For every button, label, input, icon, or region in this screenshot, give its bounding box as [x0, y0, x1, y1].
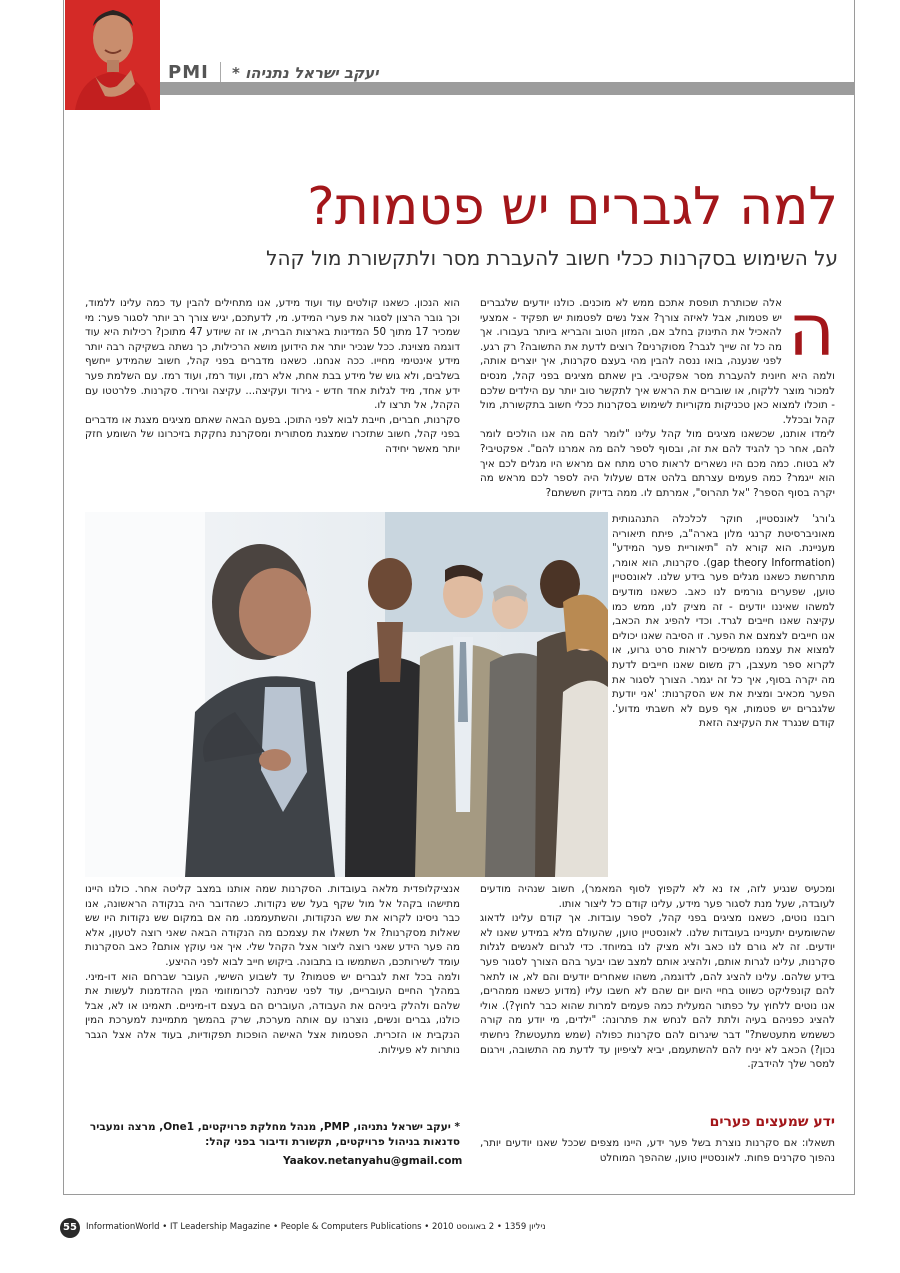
page-number: 55 [60, 1218, 80, 1238]
column-left-top [85, 296, 460, 496]
column-right-narrow [612, 512, 835, 882]
paragraph: לימדו אותנו, שכשאנו מציגים מול קהל עלינו "לומר להם מה אנו הולכים לומר להם, אחר כך להגיד להם את זה, ובסוף לספר להם מה אמרנו להם". אפקטיבי? לא בטוח. כמה מכם היו נשארים לראות סרט מתח אם מראש היו מגלים לכם איך הוא ייגמר? כמה פעמים עצרתם בלהט אדם שעלול היה לספר לכם מראש מה יקרה בסוף הספר? "אל תהרוס", אמרתם לו. ממה בדיוק חששתם? [480, 428, 835, 499]
paragraph: סקרנות, חברים, חייבת לבוא לפני התוכן. בפעם הבאה שאתם מציגים מצגת או מדברים בפני קהל, חשוב שתזכרו שמצגת מסתורית ומסקרנת נחקקת בזיכרונו של השומע חזק יותר מאשר יחידה [85, 413, 460, 455]
author-bio [85, 1120, 460, 1150]
header-divider [220, 62, 221, 82]
column-right-bottom [480, 882, 835, 1110]
column-left-bottom [85, 882, 460, 1118]
bio-mark: * [454, 1121, 460, 1133]
paragraph: אלה שכותרת תופסת אתכם ממש לא מוכנים. כולנו יודעים שלגברים יש פטמות, אבל לאיזה צורך? אצל נשים לפטמות יש תפקיד - אמצעי להאכיל את התינוק בחלב אם, המזון הטוב והבריא ביותר בעבורו. אך מה כל זה שייך לגבר? מסוקרנים? רוצים לדעת את התשובה? רק רגע. לפני שנענה, בואו ננסה להבין מהי בעצם סקרנות, איך יוצרים אותה, ולמה היא חיונית להעברת מסר אפקטיבי. בין שאתם מציגים בפני קהל, מנסים למכור מוצר ללקוח, או שוברים את הראש איך לתקשר טוב יותר עם הילדים שלכם - תוכלו למצוא כאן טכניקות מקוריות לשימוש בסקרנות ככלי חשוב בתקשורת, מול קהל ובכלל. [480, 297, 835, 426]
paragraph: רובנו נוטים, כשאנו מציגים בפני קהל, לספר עובדות. אך קודם עלינו לדאוג שהשומעים יתעניינו בעובדות שלנו. לאונסטיין טוען, שהעולם מלא במידע שאנו לא יודעים. זה לא גורם לנו כאב ולא מציק לנו במיוחד. כדי לגרום לאנשים לגלות סקרנות, עלינו לגרות אותם, ולהציג אותם למצב שבו יבער בהם הצורך לסגור פער בידע שלהם. עלינו להציג להם, לדוגמה, משהו שאחרים יודעים והם לא, או לתאר להם קונפליקט כשווט בחיי היום יום שהם לא חשבו עליו (מדוע כשאנו ממהרים, אנו נוטים ללחוץ על כפתור המעלית כמה פעמים למרות שהוא כבר לחוץ?). אולי להציג כפניהם בעיה ולתת להם לנחש את פתרונה: "ילדים, מי יודע מה קורה כששמש מתעטשת?" דבר שיגרום להם סקרנות כפולה (שמש מתעטשת? ניחשתי נכון?) הכאב לא יניח להם להשתעמם, יביא לציפיון עד לדעת מה התשובה, וירגום למסר שלך להידבק. [480, 912, 835, 1071]
section-heading: ידע שמעצים פערים [709, 1114, 835, 1130]
author-mark: * [232, 64, 240, 82]
paragraph: תשאלו: אם סקרנות נוצרת בשל פער ידע, היינו מצפים שככל שאנו יודעים יותר, נהפוך סקרנים פחות. לאונסטיין טוען, שההפך המוחלט [480, 1137, 835, 1164]
author-email[interactable]: Yaakov.netanyahu@gmail.com [283, 1155, 463, 1167]
dropcap: ה [787, 296, 835, 372]
paragraph: הוא הנכון. כשאנו קולטים עוד ועוד מידע, אנו מתחילים להבין עד כמה עלינו ללמוד, וכך גובר הרצון לסגור את פערי המידע. מי, לדעתכם, יגיש צורך רב יותר לסגור פער: מי שמכיר 17 מתוך 50 המדינות בארצות הברית, או זה שיודע 47 מתוכן? רכילות היא עוד דוגמה מצוינת. ככל שנכיר יותר את הידוען מושא הרכילות, כך נשתה בשקיקה רבה יותר מידע אינטימי מחייו. ככה אנחנו. כשאנו מדברים בפני קהל, חשוב שהמידע ייחשף בשלבים, ולא גוש של מידע בבת אחת, אלא רמז, ועוד רמז, ועוד רמז. עם השלמת פער ידע אחד, מיד לגלות אחד חדש - גירוד ועקיצה... עקיצה וגירוד. סקרנות. פלרטטו עם הקהל, אל תרצו לו. [85, 297, 460, 412]
paragraph: ג'ורג' לאונסטיין, חוקר לכלכלה התנהגותית מאוניברסיטת קרנגי מלון בארה"ב, פיתח תיאוריה מעניינת. הוא קורא לה "תיאוריית פער המידע" (gap theory Information). סקרנות, הוא אומר, מתרחשת כשאנו מגלים פער בידע שלנו. לאונסטיין טוען, שפערים גורמים לנו כאב. כשאנו מודעים למשהו שאיננו יודעים - זה מציק לנו, ממש כמו עקיצה שאנו חייבים לגרד. וכדי להפיג את הכאב, אנו חייבים לצמצם את הפער. זו הסיבה שאנו יכולים למצוא את עצמנו ממשיכים לראות סרט גרוע, או לקרוא ספר מעצבן, רק משום שאנו חייבים לדעת מה יקרה בסוף, איך כל זה יגמר. הצורך לסגור את הפער מכאיב ומצית את אש הסקרנות: 'אני יודעת שלגברים יש פטמות, אף פעם לא חשבתי מדוע'. קודם שנגרד את העקיצה הזאת [612, 513, 835, 730]
paragraph: ומכעיס שנגיע לזה, אז נא לא לקפוץ לסוף המאמר), חשוב שנהיה מודעים לעובדה, שעל מנת לסגור פער מידע, עלינו קודם כל ליצור אותו. [480, 883, 835, 910]
footer-text: InformationWorld • IT Leadership Magazine • People & Computers Publications • 2010 ניליון 1359 • 2 באוגוסט [86, 1222, 546, 1232]
header-bar [160, 82, 855, 95]
header-author [232, 64, 379, 82]
column-right-final [480, 1136, 835, 1168]
paragraph: אנציקלופדית מלאה בעובדות. הסקרנות שמה אותנו במצב קליטה אחר. כולנו היינו מתישהו בקהל אל מול שקף בעל שש נקודות. כשהדובר היה בנקודה הראשונה, אנו כבר ניסינו לקרוא את שש הנקודות, והשתעממנו. מה אם במקום שש נקודות היו שש שאלות מסקרנות? אל תשאלו את עצמכם מה הנקודה הבאה שאני רוצה לטעון, אלא מה פער הידע שאני רוצה ליצור אצל הקהל שלי. איך אני עוקץ אותם? כאב הסקרנות עומד לשירותכם, השתמשו בו בתבונה. ביקוש חייב לבוא לפני ההיצע. [85, 883, 460, 968]
meeting-photo [85, 512, 608, 877]
article-title: למה לגברים יש פטמות? [307, 177, 838, 237]
page-footer [60, 1218, 700, 1238]
author-photo [65, 0, 160, 110]
article-subtitle: על השימוש בסקרנות ככלי חשוב להעברת מסר ולתקשורת מול קהל [266, 246, 838, 270]
paragraph: ולמה בכל זאת לגברים יש פטמות? עד לשבוע השישי, העובר שברחם הוא דו-מיני. במהלך החיים העובריים, עוד לפני שניתנה לכרומוזומי המין ההזדמנות לעשות את שלהם ולהלק ביניהם את העבודה, העוברים הם בעצם דו-מיניים. תאמינו או לא, אבל כולנו, גברים ונשים, נוצרנו עם אותה מערכת, שרק בהמשך מתמיינת למערכת המין הנקבית או הזכרית. הפטמות אצל האישה הופכות תפקודיות, בעוד אלה אצל הגבר נותרות לא פעילות. [85, 970, 460, 1056]
author-name: יעקב ישראל נתניהו [245, 64, 379, 82]
bio-text: יעקב ישראל נתניהו, PMP, מנהל מחלקת פרויקטים, One1, מרצה ומעביר סדנאות בניהול פרויקטים, תקשורת ודיבור בפני קהל: [89, 1121, 460, 1148]
pmi-label: PMI [168, 62, 209, 83]
column-right-top [480, 296, 835, 512]
